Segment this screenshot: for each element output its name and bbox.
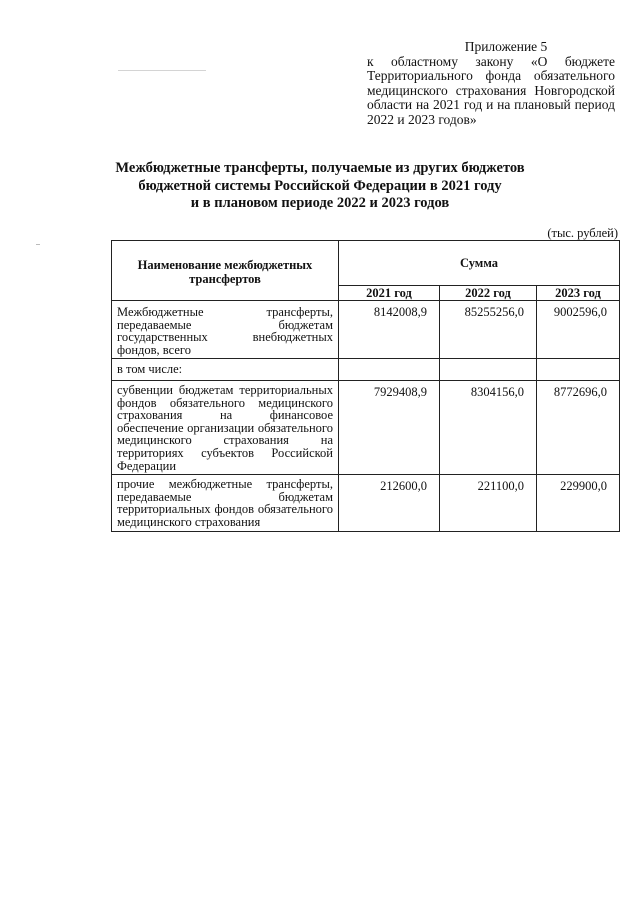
column-header-year: 2021 год (339, 286, 440, 301)
appendix-reference: к областному закону «О бюджете Территориального фонда обязательного медицинского страхования Новгородской области на 2021 год и на плановый период 2022 и 2023 годов» (367, 53, 615, 127)
amount-2022-cell (440, 359, 537, 381)
column-header-sum: Сумма (339, 241, 620, 286)
amount-2023-cell: 9002596,0 (537, 301, 620, 359)
document-title-line: Межбюджетные трансферты, получаемые из других бюджетов (115, 160, 525, 176)
amount-2022-cell: 221100,0 (440, 475, 537, 531)
table-row (112, 359, 620, 381)
appendix-title: Приложение 5 (464, 39, 548, 54)
amount-2023-cell (537, 359, 620, 381)
amount-2021-cell (339, 359, 440, 381)
amount-2023-cell: 8772696,0 (537, 380, 620, 474)
scan-artifact (36, 244, 40, 245)
table-row (112, 380, 620, 474)
scan-artifact (118, 70, 206, 71)
amount-2021-cell: 7929408,9 (339, 380, 440, 474)
table-row (112, 301, 620, 359)
transfer-name-cell: субвенции бюджетам территориальных фондов обязательного медицинского страхования на финансовое обеспечение организации обязательного медицинского страхования на территориях субъектов Российской Федерации (112, 380, 339, 474)
amount-2021-cell: 8142008,9 (339, 301, 440, 359)
table-row (112, 475, 620, 531)
column-header-year: 2023 год (537, 286, 620, 301)
column-header-name: Наименование межбюджетных трансфертов (112, 241, 339, 301)
transfers-table (111, 240, 620, 532)
document-title-line: бюджетной системы Российской Федерации в 2021 году (138, 177, 502, 194)
column-header-year: 2022 год (440, 286, 537, 301)
table-header-row (112, 241, 620, 286)
units-label: (тыс. рублей) (547, 226, 618, 240)
amount-2023-cell: 229900,0 (537, 475, 620, 531)
appendix-header (367, 40, 615, 128)
document-title-line: и в плановом периоде 2022 и 2023 годов (190, 195, 450, 211)
amount-2022-cell: 85255256,0 (440, 301, 537, 359)
transfer-name-cell: в том числе: (112, 359, 339, 381)
amount-2021-cell: 212600,0 (339, 475, 440, 531)
amount-2022-cell: 8304156,0 (440, 380, 537, 474)
transfer-name-cell: прочие межбюджетные трансферты, передаваемые бюджетам территориальных фондов обязательного медицинского страхования (112, 475, 339, 531)
transfer-name-cell: Межбюджетные трансферты, передаваемые бюджетам государственных внебюджетных фондов, всего (112, 301, 339, 359)
document-title (100, 160, 540, 213)
